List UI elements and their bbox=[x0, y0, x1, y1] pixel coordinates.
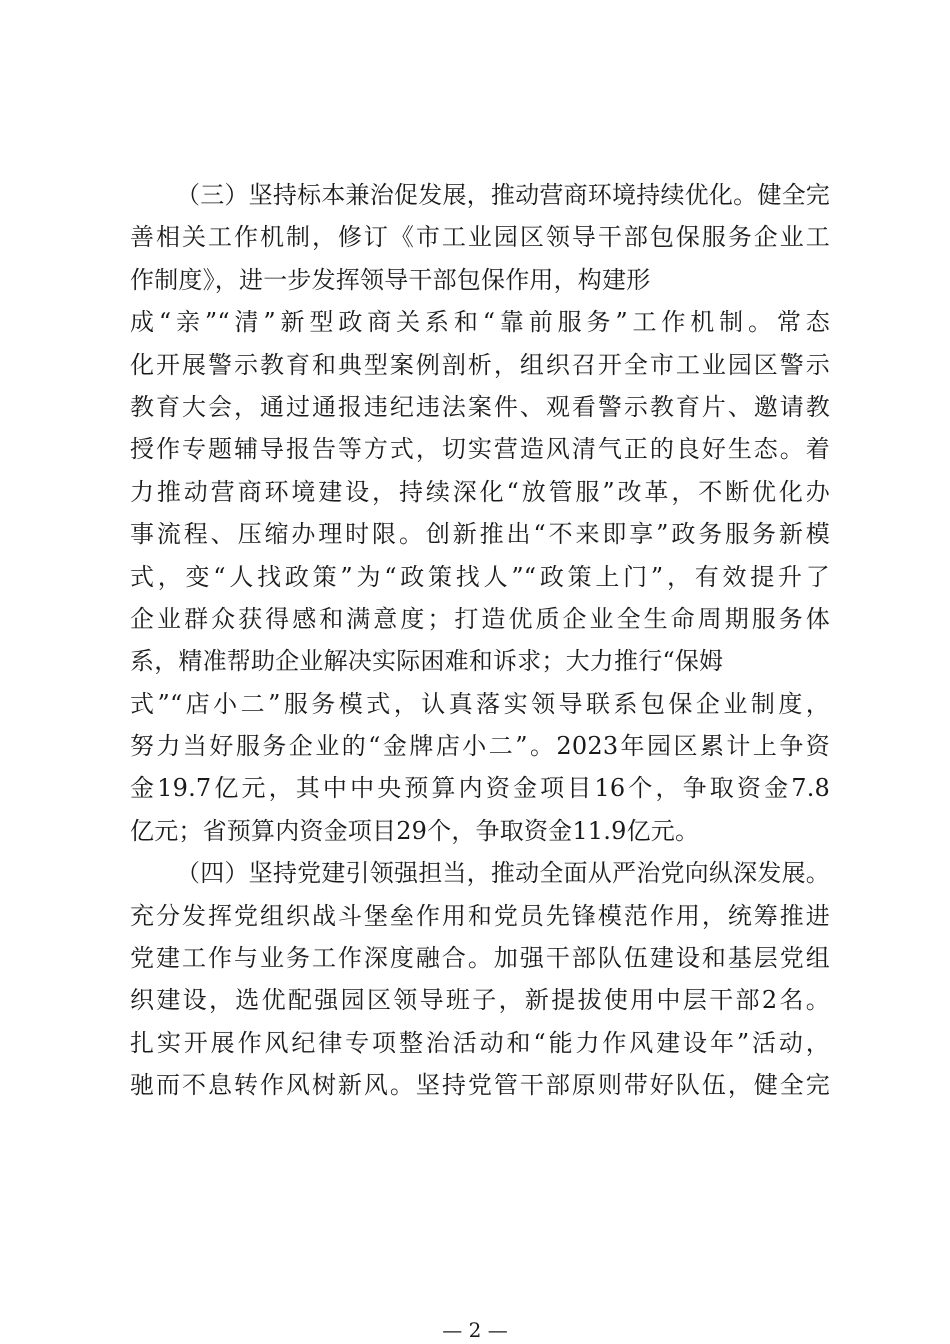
paragraph-line: 企业群众获得感和满意度；打造优质企业全生命周期服务体 bbox=[130, 604, 830, 633]
paragraph-line: 授作专题辅导报告等方式，切实营造风清气正的良好生态。着 bbox=[130, 435, 830, 464]
paragraph-line: 驰而不息转作风树新风。坚持党管干部原则带好队伍，健全完 bbox=[130, 1071, 830, 1100]
paragraph-line: 善相关工作机制，修订《市工业园区领导干部包保服务企业工 bbox=[130, 223, 830, 252]
paragraph-line: 化开展警示教育和典型案例剖析，组织召开全市工业园区警示 bbox=[130, 350, 830, 379]
body-text bbox=[130, 174, 830, 1107]
paragraph-line: （四）坚持党建引领强担当，推动全面从严治党向纵深发展。 bbox=[176, 859, 830, 888]
paragraph-line: 扎实开展作风纪律专项整治活动和“能力作风建设年”活动， bbox=[130, 1028, 830, 1057]
paragraph-line: 党建工作与业务工作深度融合。加强干部队伍建设和基层党组 bbox=[130, 944, 830, 973]
paragraph-line: 事流程、压缩办理时限。创新推出“不来即享”政务服务新模 bbox=[130, 520, 830, 549]
paragraph-line: （三）坚持标本兼治促发展，推动营商环境持续优化。健全完 bbox=[176, 181, 830, 209]
paragraph-line: 金19.7亿元，其中中央预算内资金项目16个，争取资金7.8 bbox=[130, 774, 830, 803]
page-number: — 2 — bbox=[442, 1318, 508, 1342]
paragraph-line: 成“亲”“清”新型政商关系和“靠前服务”工作机制。常态 bbox=[130, 308, 830, 337]
paragraph-line: 教育大会，通过通报违纪违法案件、观看警示教育片、邀请教 bbox=[130, 392, 830, 421]
paragraph-line: 式，变“人找政策”为“政策找人”“政策上门”，有效提升了 bbox=[130, 562, 830, 591]
paragraph-line: 努力当好服务企业的“金牌店小二”。2023年园区累计上争资 bbox=[130, 732, 830, 761]
paragraph-line: 力推动营商环境建设，持续深化“放管服”改革，不断优化办 bbox=[130, 477, 830, 506]
paragraph-line: 充分发挥党组织战斗堡垒作用和党员先锋模范作用，统筹推进 bbox=[130, 901, 830, 930]
paragraph-line: 作制度》，进一步发挥领导干部包保作用，构建形 bbox=[130, 265, 651, 294]
paragraph-line: 织建设，选优配强园区领导班子，新提拔使用中层干部2名。 bbox=[130, 986, 830, 1015]
paragraph-line: 亿元；省预算内资金项目29个，争取资金11.9亿元。 bbox=[130, 816, 700, 845]
paragraph-line: 式”“店小二”服务模式，认真落实领导联系包保企业制度， bbox=[130, 689, 830, 718]
paragraph-line: 系，精准帮助企业解决实际困难和诉求；大力推行“保姆 bbox=[130, 647, 724, 676]
